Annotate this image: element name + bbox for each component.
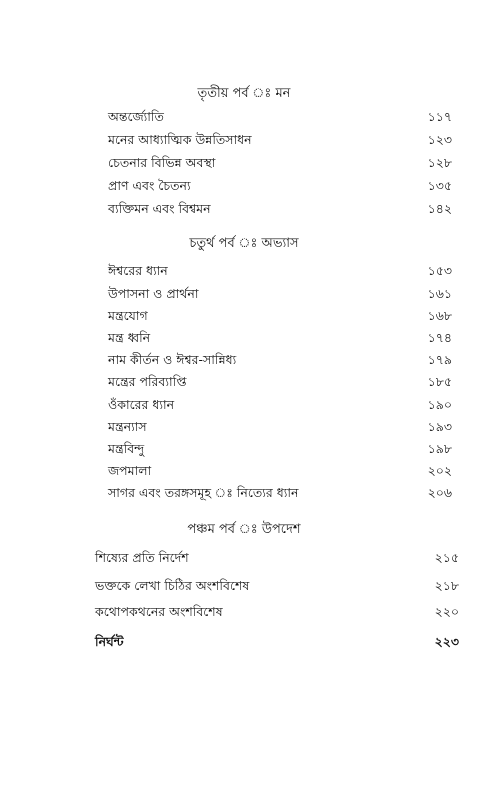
toc-entry [108,285,452,303]
toc-entry-label: নাম কীর্তন ও ঈশ্বর-সান্নিধ্য [108,352,237,367]
toc-entry [95,549,459,567]
toc-entry-page: ১৯০ [427,397,452,412]
toc-entry-page: ১১৭ [427,109,452,124]
toc-entry-label: মন্ত্রন্যাস [108,419,147,434]
section-title-part-5: পঞ্চম পর্ব ঃ উপদেশ [187,522,301,537]
toc-entry [108,440,452,458]
toc-entry-page: ২০২ [427,463,452,478]
toc-entry [95,577,459,595]
toc-entry-label: ঈশ্বরের ধ্যান [108,263,168,278]
toc-entry [95,603,459,621]
toc-entry-page: ১৭৪ [427,330,452,345]
toc-entry-page: ১৪২ [427,201,452,216]
toc-entry-index [95,633,459,651]
toc-entry-label: মন্ত্রবিন্দু [108,441,145,456]
toc-entry [108,351,452,369]
toc-entry [108,462,452,480]
toc-entry-page: ১৬১ [427,286,452,301]
toc-entry [108,396,452,414]
toc-entry-label: ভক্তকে লেখা চিঠির অংশবিশেষ [95,578,250,593]
toc-entry-page: ২২০ [434,604,459,619]
toc-entry-page: ১২৮ [427,155,452,170]
toc-entry-label: মন্ত্রযোগ [108,308,148,323]
toc-entry-label: মনের আধ্যাত্মিক উন্নতিসাধন [108,132,252,147]
toc-entry-label: সাগর এবং তরঙ্গসমূহ ঃ নিত্যের ধ্যান [108,485,299,500]
toc-entry-page: ২১৮ [434,578,459,593]
toc-entry-page: ২০৬ [427,485,452,500]
toc-entry-label: উপাসনা ও প্রার্থনা [108,286,199,301]
toc-entry [108,200,452,218]
toc-entry-page: ১৬৮ [427,308,452,323]
toc-entry-page: ১২৩ [427,132,452,147]
toc-entry-page: ১৩৫ [427,178,452,193]
toc-entry [108,418,452,436]
toc-entry-label: প্রাণ এবং চৈতন্য [108,178,191,193]
toc-entry [108,307,452,325]
toc-entry-page: ২২৩ [434,634,459,649]
toc-entry [108,484,452,502]
toc-entry-label: ওঁকারের ধ্যান [108,397,175,412]
toc-entry [108,131,452,149]
section-title-part-3: তৃতীয় পর্ব ঃ মন [197,86,291,101]
toc-entry-label: অন্তর্জ্যোতি [108,109,164,124]
toc-entry-label: জপমালা [108,463,152,478]
toc-entry-page: ২১৫ [434,550,459,565]
toc-entry [108,262,452,280]
toc-entry-page: ১৯৮ [427,441,452,456]
toc-entry-label: শিষ্যের প্রতি নির্দেশ [95,550,189,565]
toc-entry-page: ১৮৫ [427,374,452,389]
toc-entry [108,154,452,172]
toc-entry [108,177,452,195]
toc-entry [108,373,452,391]
toc-entry-page: ১৯৩ [427,419,452,434]
section-title-part-4: চতুর্থ পর্ব ঃ অভ্যাস [189,236,299,251]
toc-entry-label: মন্ত্র ধ্বনি [108,330,151,345]
toc-entry-label: চেতনার বিভিন্ন অবস্থা [108,155,216,170]
toc-entry [108,329,452,347]
toc-entry-label: মন্ত্রের পরিব্যাপ্তি [108,374,187,389]
toc-entry-label: নির্ঘন্ট [95,634,124,649]
toc-entry-page: ১৫৩ [427,263,452,278]
toc-entry-label: কথোপকথনের অংশবিশেষ [95,604,223,619]
toc-entry [108,108,452,126]
toc-entry-page: ১৭৯ [427,352,452,367]
toc-entry-label: ব্যক্তিমন এবং বিশ্বমন [108,201,211,216]
